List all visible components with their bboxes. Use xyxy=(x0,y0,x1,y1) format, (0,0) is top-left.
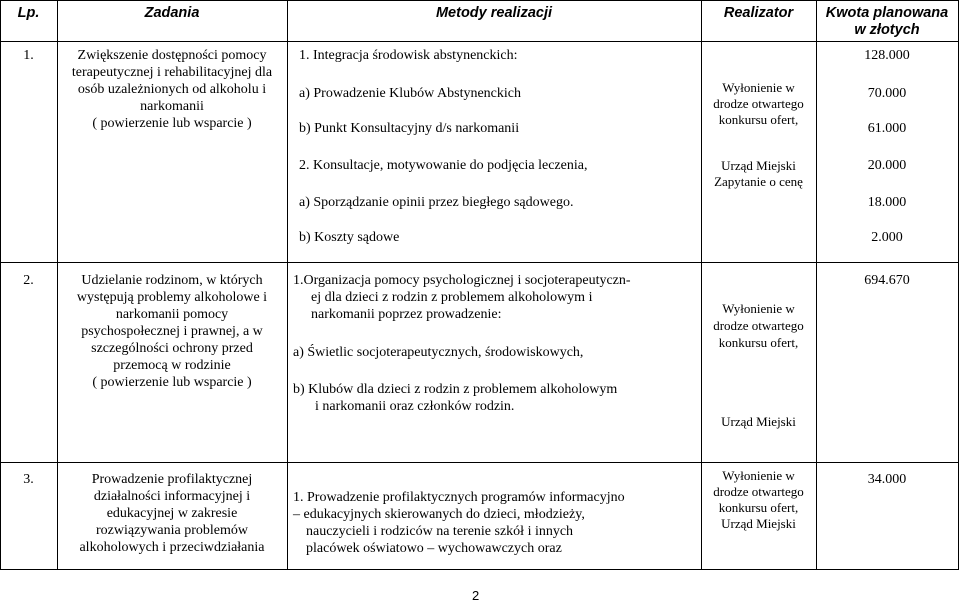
row1-amount-item2: 20.000 xyxy=(867,158,907,173)
row1-task-line: Zwiększenie dostępności pomocy xyxy=(77,48,267,63)
row2-realizator: konkursu ofert, xyxy=(718,335,799,350)
row1-method-1b: b) Punkt Konsultacyjny d/s narkomanii xyxy=(299,121,520,136)
row1-realizator-1: drodze otwartego xyxy=(713,96,804,111)
col-border-2 xyxy=(287,0,288,570)
row1-amount-b: 61.000 xyxy=(867,121,907,136)
page-number: 2 xyxy=(472,588,480,603)
row3-realizator: drodze otwartego xyxy=(713,484,804,499)
header-lp: Lp. xyxy=(17,5,40,21)
row1-realizator-1: Wyłonienie w xyxy=(722,80,795,95)
row2-task-line: przemocą w rodzinie xyxy=(113,358,231,373)
row1-task-line: ( powierzenie lub wsparcie ) xyxy=(92,116,252,131)
row2-task-line: Udzielanie rodzinom, w których xyxy=(81,273,263,288)
row3-lp: 3. xyxy=(23,472,34,487)
row2-task-line: narkomanii pomocy xyxy=(115,307,229,322)
header-metody: Metody realizacji xyxy=(435,5,553,21)
header-kwota-line1: Kwota planowana xyxy=(825,5,949,21)
row3-method-line: nauczycieli i rodziców na terenie szkół i innych xyxy=(306,524,574,539)
row1-amount-item2b: 2.000 xyxy=(871,230,903,245)
row3-realizator: Urząd Miejski xyxy=(721,516,796,531)
row1-method-1-title: 1. Integracja środowisk abstynenckich: xyxy=(299,48,518,63)
row2-method-line: 1.Organizacja pomocy psychologicznej i socjoterapeutyczn- xyxy=(293,273,631,288)
row3-task-line: rozwiązywania problemów xyxy=(96,523,248,538)
row3-method-line: placówek oświatowo – wychowawczych oraz xyxy=(306,541,562,556)
row1-amount-total: 128.000 xyxy=(864,48,910,63)
row2-method-b: b) Klubów dla dzieci z rodzin z problemem alkoholowym xyxy=(293,382,618,397)
row3-realizator: Wyłonienie w xyxy=(722,468,795,483)
row1-method-2a: a) Sporządzanie opinii przez biegłego sądowego. xyxy=(299,195,574,210)
header-kwota-line2: w złotych xyxy=(854,22,920,38)
row1-method-2b: b) Koszty sądowe xyxy=(299,230,400,245)
header-realizator: Realizator xyxy=(723,5,794,21)
row2-method-a: a) Świetlic socjoterapeutycznych, środowiskowych, xyxy=(293,345,584,360)
row1-method-2-title: 2. Konsultacje, motywowanie do podjęcia leczenia, xyxy=(299,158,588,173)
row2-realizator: drodze otwartego xyxy=(713,318,804,333)
row3-amount: 34.000 xyxy=(867,472,907,487)
row2-task-line: ( powierzenie lub wsparcie ) xyxy=(92,375,252,390)
row1-task-line: terapeutycznej i rehabilitacyjnej dla xyxy=(71,65,273,80)
row3-task-line: Prowadzenie profilaktycznej xyxy=(91,472,253,487)
row2-task-line: szczególności ochrony przed xyxy=(91,341,253,356)
row1-realizator-2: Zapytanie o cenę xyxy=(714,174,803,189)
row3-realizator: konkursu ofert, xyxy=(718,500,799,515)
row3-task-line: edukacyjnej w zakresie xyxy=(106,506,238,521)
row1-lp: 1. xyxy=(23,48,34,63)
row1-amount-item2a: 18.000 xyxy=(867,195,907,210)
row2-task-line: występują problemy alkoholowe i xyxy=(76,290,268,305)
row1-realizator-2: Urząd Miejski xyxy=(721,158,796,173)
row3-task-line: alkoholowych i przeciwdziałania xyxy=(79,540,265,555)
row1-amount-a: 70.000 xyxy=(867,86,907,101)
row2-realizator: Wyłonienie w xyxy=(722,301,795,316)
row3-method-line: – edukacyjnych skierowanych do dzieci, młodzieży, xyxy=(293,507,585,522)
row1-realizator-1: konkursu ofert, xyxy=(718,112,799,127)
row3-task-line: działalności informacyjnej i xyxy=(93,489,251,504)
header-zadania: Zadania xyxy=(144,5,200,21)
row2-task-line: psychospołecznej i prawnej, a w xyxy=(81,324,263,339)
row1-task-line: osób uzależnionych od alkoholu i xyxy=(77,82,267,97)
row2-method-line: narkomanii poprzez prowadzenie: xyxy=(311,307,502,322)
row1-task-line: narkomanii xyxy=(140,99,204,114)
row2-method-b-cont: i narkomanii oraz członków rodzin. xyxy=(315,399,515,414)
row2-realizator-extra: Urząd Miejski xyxy=(721,414,796,429)
row2-lp: 2. xyxy=(23,273,34,288)
row2-method-line: ej dla dzieci z rodzin z problemem alkoholowym i xyxy=(311,290,593,305)
row1-method-1a: a) Prowadzenie Klubów Abstynenckich xyxy=(299,86,521,101)
row3-method-line: 1. Prowadzenie profilaktycznych programów informacyjno xyxy=(293,490,625,505)
row2-amount: 694.670 xyxy=(864,273,910,288)
